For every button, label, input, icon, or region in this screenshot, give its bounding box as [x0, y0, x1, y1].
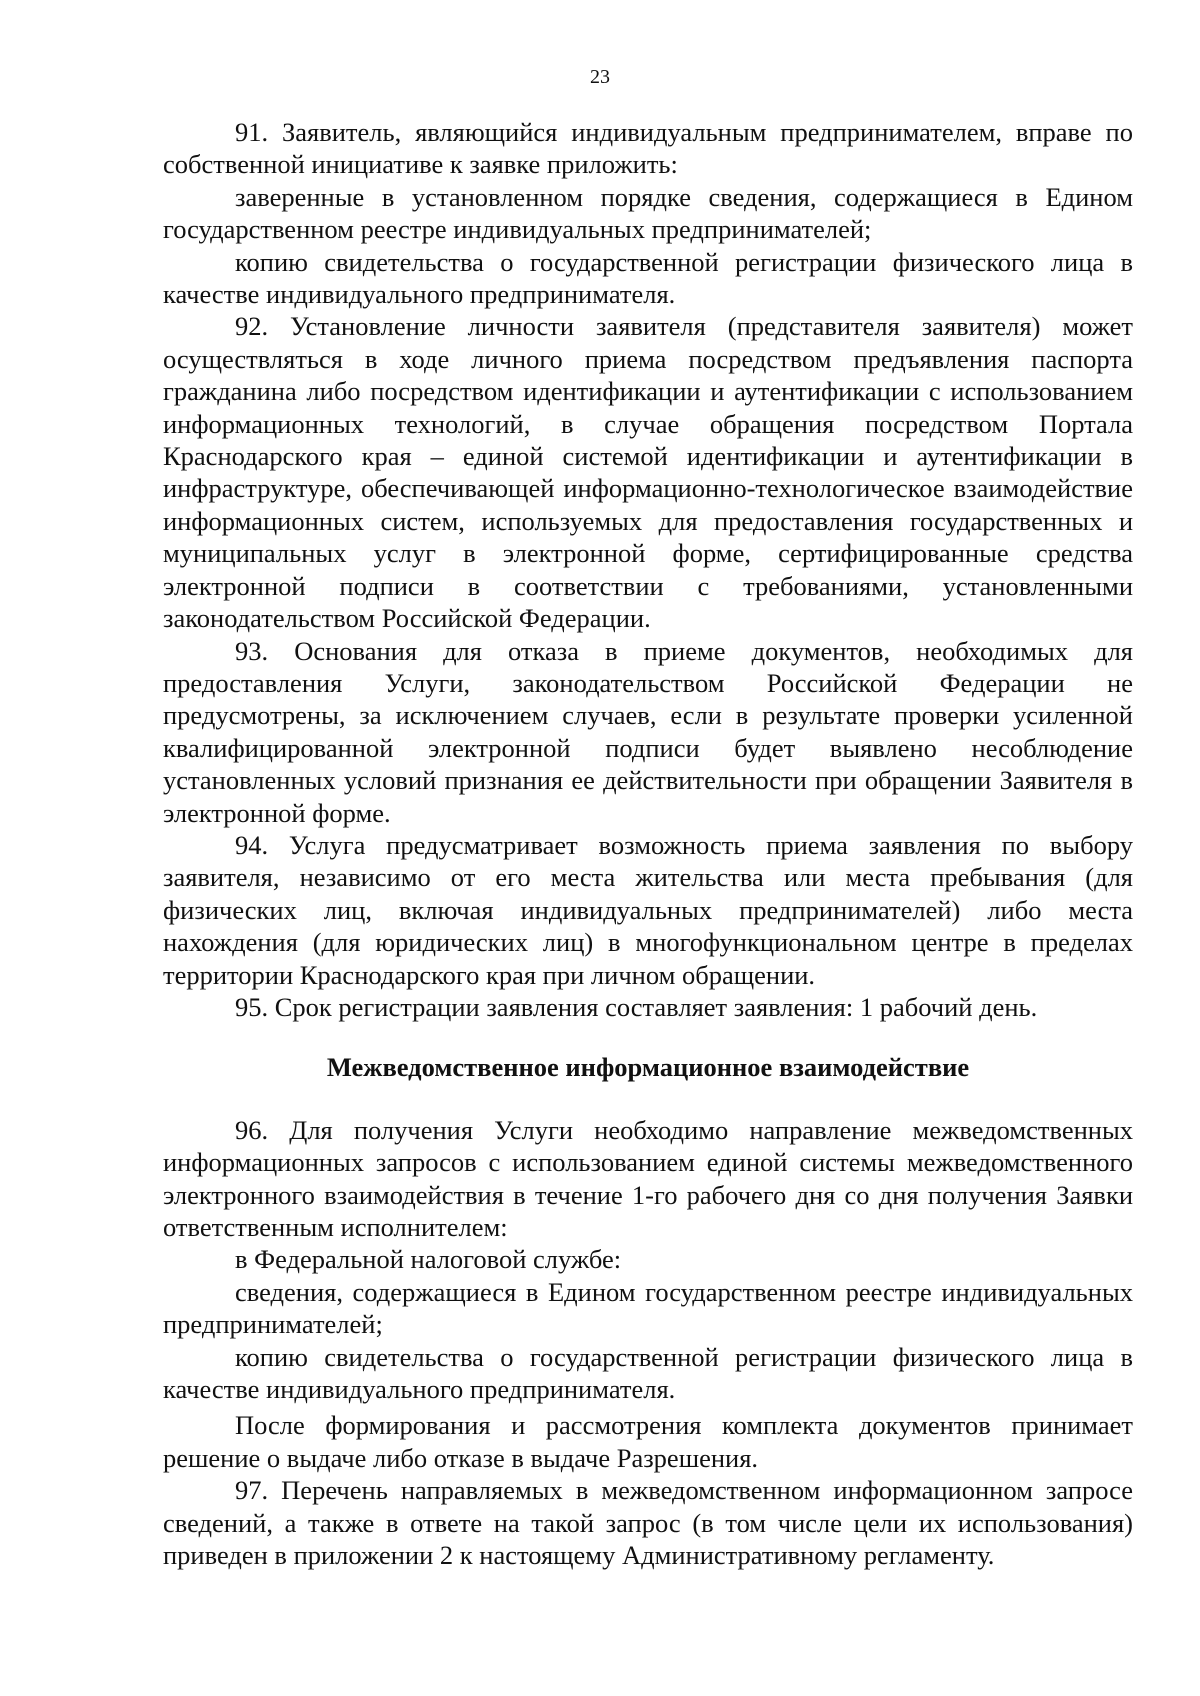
paragraph-96-item-3: копию свидетельства о государственной регистрации физического лица в качестве индивидуального предпринимателя. — [163, 1341, 1133, 1405]
paragraph-96-item-2: сведения, содержащиеся в Едином государственном реестре индивидуальных предпринимателей; — [163, 1276, 1133, 1340]
paragraph-94: 94. Услуга предусматривает возможность приема заявления по выбору заявителя, независимо от его места жительства или места пребывания (для физических лиц, включая индивидуальных предпринимателей) либо места нахождения (для юридических лиц) в многофункциональном центре в пределах территории Краснодарского края при личном обращении. — [163, 829, 1133, 990]
page-number: 23 — [590, 66, 610, 88]
paragraph-95: 95. Срок регистрации заявления составляет заявления: 1 рабочий день. — [235, 991, 1038, 1022]
section-heading: Межведомственное информационное взаимодействие — [326, 1052, 970, 1083]
paragraph-91: 91. Заявитель, являющийся индивидуальным предпринимателем, вправе по собственной инициативе к заявке приложить: — [163, 117, 1133, 180]
paragraph-96-conclusion: После формирования и рассмотрения комплекта документов принимает решение о выдаче либо отказе в выдаче Разрешения. — [163, 1410, 1133, 1473]
paragraph-91-item-2: копию свидетельства о государственной регистрации физического лица в качестве индивидуального предпринимателя. — [163, 246, 1133, 310]
paragraph-91-item-1: заверенные в установленном порядке сведения, содержащиеся в Едином государственном реестре индивидуальных предпринимателей; — [163, 181, 1133, 245]
paragraph-93: 93. Основания для отказа в приеме документов, необходимых для предоставления Услуги, законодательством Российской Федерации не предусмотрены, за исключением случаев, если в результате проверки усиленной квалифицированной электронной подписи будет выявлено несоблюдение установленных условий признания ее действительности при обращении Заявителя в электронной форме. — [163, 635, 1133, 828]
paragraph-92: 92. Установление личности заявителя (представителя заявителя) может осуществляться в ходе личного приема посредством предъявления паспорта гражданина либо посредством идентификации и аутентификации с использованием информационных технологий, в случае обращения посредством Портала Краснодарского края – единой системой идентификации и аутентификации в инфраструктуре, обеспечивающей информационно-технологическое взаимодействие информационных систем, используемых для предоставления государственных и муниципальных услуг в электронной форме, сертифицированные средства электронной подписи в соответствии с требованиями, установленными законодательством Российской Федерации. — [163, 311, 1133, 634]
document-body — [163, 116, 1133, 1571]
paragraph-96: 96. Для получения Услуги необходимо направление межведомственных информационных запросов с использованием единой системы межведомственного электронного взаимодействия в течение 1-го рабочего дня со дня получения Заявки ответственным исполнителем: — [163, 1114, 1133, 1242]
paragraph-97: 97. Перечень направляемых в межведомственном информационном запросе сведений, а также в ответе на такой запрос (в том числе цели их использования) приведен в приложении 2 к настоящему Административному регламенту. — [163, 1475, 1133, 1571]
paragraph-96-item-1: в Федеральной налоговой службе: — [235, 1244, 622, 1275]
